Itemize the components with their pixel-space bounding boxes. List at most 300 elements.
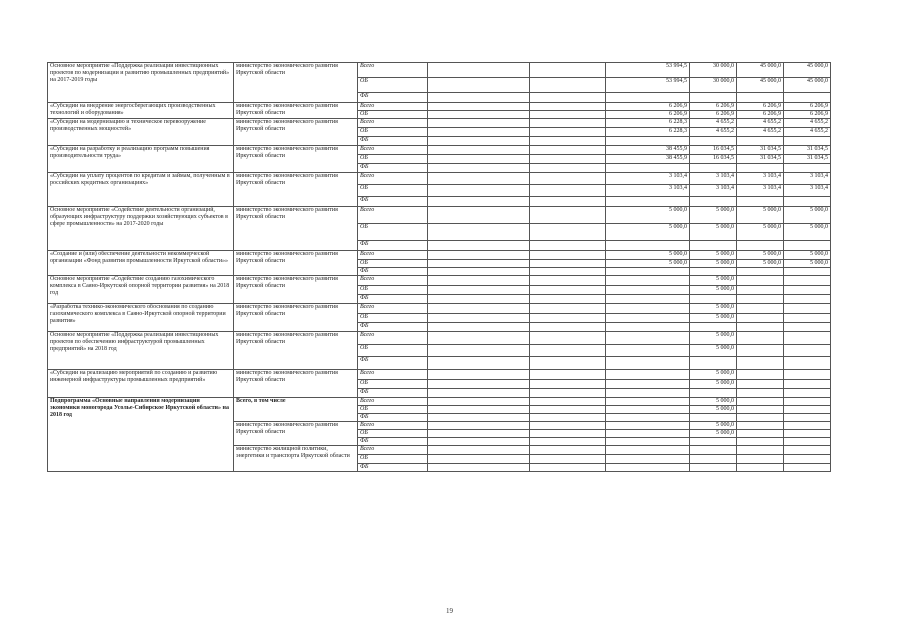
source-label: ОБ	[360, 406, 368, 412]
value-cell	[606, 164, 690, 173]
table-row	[48, 63, 831, 78]
source-label: ОБ	[360, 380, 368, 386]
value-cell: 3 103,4	[784, 185, 831, 197]
value-cell	[690, 455, 737, 464]
value-cell	[606, 345, 690, 357]
value-cell	[428, 438, 530, 446]
value-cell: 3 103,4	[690, 173, 737, 185]
source-cell	[358, 268, 428, 276]
measure-name-cell: «Субсидии на разработку и реализацию программ повышения производительности труда»	[48, 146, 234, 173]
value-cell	[530, 422, 606, 430]
value-cell: 3 103,4	[606, 185, 690, 197]
value-cell	[690, 137, 737, 146]
value-cell: 5 000,0	[690, 398, 737, 406]
source-label: ФБ	[360, 323, 369, 329]
value-cell	[606, 357, 690, 370]
value-cell	[530, 430, 606, 438]
value-cell	[737, 93, 784, 103]
value-cell	[606, 295, 690, 304]
value-cell: 45 000,0	[737, 63, 784, 78]
value-cell	[690, 197, 737, 207]
value-cell	[606, 304, 690, 314]
value-cell	[530, 295, 606, 304]
value-cell	[530, 78, 606, 93]
value-cell	[606, 314, 690, 323]
source-label: ОБ	[360, 155, 368, 161]
value-cell	[530, 137, 606, 146]
value-cell	[530, 345, 606, 357]
value-cell	[428, 414, 530, 422]
value-cell	[530, 438, 606, 446]
source-label: Всего	[360, 173, 375, 179]
value-cell: 5 000,0	[737, 260, 784, 268]
value-cell	[737, 357, 784, 370]
value-cell	[428, 295, 530, 304]
value-cell	[690, 323, 737, 332]
value-cell	[690, 414, 737, 422]
value-cell	[784, 398, 831, 406]
source-cell	[358, 185, 428, 197]
value-cell	[690, 164, 737, 173]
value-cell	[737, 389, 784, 398]
value-cell	[428, 103, 530, 111]
value-cell	[530, 63, 606, 78]
table-row	[48, 146, 831, 155]
page-number: 19	[446, 607, 453, 615]
value-cell	[737, 295, 784, 304]
value-cell: 30 000,0	[690, 63, 737, 78]
value-cell	[606, 464, 690, 472]
value-cell	[737, 137, 784, 146]
value-cell	[737, 164, 784, 173]
source-label: Всего	[360, 119, 375, 125]
value-cell	[784, 304, 831, 314]
value-cell: 5 000,0	[690, 380, 737, 389]
value-cell	[530, 276, 606, 286]
value-cell: 5 000,0	[690, 224, 737, 241]
measure-name-cell: «Субсидии на уплату процентов по кредитам и займам, полученным в российских кредитных организациях»	[48, 173, 234, 207]
value-cell	[737, 197, 784, 207]
measure-name-cell: Основное мероприятие «Поддержка реализации инвестиционных проектов по модернизации и развитию промышленных предприятий» на 2017-2019 годы	[48, 63, 234, 103]
value-cell	[530, 119, 606, 128]
source-cell	[358, 111, 428, 119]
value-cell	[428, 260, 530, 268]
value-cell	[428, 430, 530, 438]
value-cell	[784, 357, 831, 370]
value-cell: 3 103,4	[784, 173, 831, 185]
executor-cell: министерство жилищной политики, энергетики и транспорта Иркутской области	[234, 446, 358, 472]
value-cell: 6 228,3	[606, 128, 690, 137]
source-label: Всего	[360, 146, 375, 152]
table-row	[48, 276, 831, 286]
value-cell	[737, 323, 784, 332]
executor-cell: министерство экономического развития Иркутской области	[234, 370, 358, 398]
source-label: ОБ	[360, 78, 368, 84]
value-cell	[530, 414, 606, 422]
value-cell	[737, 268, 784, 276]
value-cell	[784, 446, 831, 455]
value-cell	[428, 93, 530, 103]
value-cell	[428, 241, 530, 251]
value-cell	[530, 260, 606, 268]
measure-name-cell: «Субсидии на внедрение энергосберегающих производственных технологий и оборудования»	[48, 103, 234, 119]
value-cell	[428, 276, 530, 286]
value-cell	[737, 314, 784, 323]
value-cell	[606, 389, 690, 398]
value-cell	[606, 332, 690, 345]
executor-cell: министерство экономического развития Иркутской области	[234, 103, 358, 119]
value-cell	[784, 314, 831, 323]
source-cell	[358, 345, 428, 357]
executor-cell: министерство экономического развития Иркутской области	[234, 422, 358, 446]
source-cell	[358, 241, 428, 251]
value-cell: 38 455,9	[606, 155, 690, 164]
value-cell	[428, 380, 530, 389]
source-cell	[358, 119, 428, 128]
source-cell	[358, 295, 428, 304]
table-row	[48, 119, 831, 128]
value-cell	[784, 438, 831, 446]
value-cell	[530, 464, 606, 472]
value-cell: 6 206,9	[690, 111, 737, 119]
value-cell	[784, 241, 831, 251]
value-cell	[428, 78, 530, 93]
value-cell	[784, 406, 831, 414]
source-label: ОБ	[360, 224, 368, 230]
table-row	[48, 207, 831, 224]
source-cell	[358, 455, 428, 464]
value-cell	[606, 438, 690, 446]
value-cell	[428, 111, 530, 119]
value-cell	[428, 370, 530, 380]
source-label: ФБ	[360, 414, 369, 420]
measure-name-cell: Основное мероприятие «Содействие деятельности организаций, образующих инфраструктуру поддержки хозяйствующих субъектов в сфере промышленности» на 2017-2020 годы	[48, 207, 234, 251]
value-cell	[737, 438, 784, 446]
source-label: ФБ	[360, 137, 369, 143]
executor-cell: министерство экономического развития Иркутской области	[234, 251, 358, 276]
value-cell: 5 000,0	[737, 207, 784, 224]
source-cell	[358, 197, 428, 207]
value-cell: 4 655,2	[784, 119, 831, 128]
source-label: ОБ	[360, 111, 368, 117]
value-cell	[428, 304, 530, 314]
value-cell	[530, 357, 606, 370]
source-cell	[358, 406, 428, 414]
value-cell	[737, 241, 784, 251]
value-cell: 5 000,0	[690, 430, 737, 438]
source-cell	[358, 251, 428, 260]
value-cell: 5 000,0	[690, 304, 737, 314]
value-cell: 53 994,5	[606, 63, 690, 78]
source-label: ОБ	[360, 455, 368, 461]
value-cell: 5 000,0	[690, 276, 737, 286]
executor-cell: министерство экономического развития Иркутской области	[234, 304, 358, 332]
value-cell: 16 034,5	[690, 155, 737, 164]
value-cell	[784, 455, 831, 464]
value-cell: 5 000,0	[784, 260, 831, 268]
value-cell: 5 000,0	[737, 224, 784, 241]
value-cell	[606, 286, 690, 295]
source-cell	[358, 93, 428, 103]
source-label: ОБ	[360, 314, 368, 320]
source-cell	[358, 464, 428, 472]
value-cell	[428, 406, 530, 414]
value-cell	[737, 380, 784, 389]
value-cell	[530, 155, 606, 164]
value-cell	[530, 173, 606, 185]
value-cell	[606, 398, 690, 406]
source-label: ОБ	[360, 185, 368, 191]
value-cell	[428, 155, 530, 164]
value-cell: 31 034,5	[784, 155, 831, 164]
source-label: ОБ	[360, 128, 368, 134]
value-cell	[428, 314, 530, 323]
source-cell	[358, 430, 428, 438]
value-cell	[690, 241, 737, 251]
value-cell: 5 000,0	[606, 224, 690, 241]
value-cell	[428, 251, 530, 260]
value-cell	[690, 438, 737, 446]
executor-cell: министерство экономического развития Иркутской области	[234, 173, 358, 207]
value-cell	[530, 111, 606, 119]
value-cell	[606, 268, 690, 276]
value-cell: 6 206,9	[606, 111, 690, 119]
value-cell	[428, 63, 530, 78]
value-cell	[784, 380, 831, 389]
value-cell	[784, 332, 831, 345]
value-cell: 5 000,0	[690, 314, 737, 323]
value-cell	[530, 389, 606, 398]
value-cell	[784, 422, 831, 430]
value-cell: 5 000,0	[784, 251, 831, 260]
value-cell	[428, 323, 530, 332]
value-cell	[737, 286, 784, 295]
value-cell	[530, 128, 606, 137]
value-cell	[428, 268, 530, 276]
value-cell: 6 206,9	[690, 103, 737, 111]
source-cell	[358, 103, 428, 111]
value-cell	[530, 197, 606, 207]
value-cell: 5 000,0	[690, 260, 737, 268]
value-cell	[530, 380, 606, 389]
source-label: ОБ	[360, 430, 368, 436]
value-cell	[606, 323, 690, 332]
source-cell	[358, 78, 428, 93]
value-cell	[606, 370, 690, 380]
measure-name-cell: «Субсидии на модернизацию и техническое перевооружение производственных мощностей»	[48, 119, 234, 146]
value-cell	[737, 398, 784, 406]
value-cell	[428, 164, 530, 173]
value-cell: 45 000,0	[784, 63, 831, 78]
value-cell: 31 034,5	[784, 146, 831, 155]
source-label: ФБ	[360, 389, 369, 395]
value-cell	[784, 370, 831, 380]
value-cell: 4 655,2	[737, 128, 784, 137]
value-cell: 4 655,2	[690, 119, 737, 128]
value-cell: 5 000,0	[784, 207, 831, 224]
table-body	[48, 63, 831, 472]
value-cell: 6 206,9	[737, 111, 784, 119]
source-label: ФБ	[360, 164, 369, 170]
source-cell	[358, 304, 428, 314]
executor-cell: министерство экономического развития Иркутской области	[234, 332, 358, 370]
source-cell	[358, 370, 428, 380]
value-cell: 5 000,0	[606, 260, 690, 268]
value-cell	[530, 446, 606, 455]
value-cell: 5 000,0	[606, 207, 690, 224]
source-label: ОБ	[360, 286, 368, 292]
source-label: ФБ	[360, 197, 369, 203]
table-row	[48, 332, 831, 345]
value-cell: 53 994,5	[606, 78, 690, 93]
value-cell	[428, 332, 530, 345]
source-label: Всего	[360, 207, 375, 213]
value-cell	[784, 295, 831, 304]
value-cell	[690, 389, 737, 398]
source-label: ФБ	[360, 241, 369, 247]
value-cell	[428, 224, 530, 241]
value-cell	[428, 446, 530, 455]
value-cell: 5 000,0	[690, 345, 737, 357]
value-cell	[530, 286, 606, 295]
value-cell: 3 103,4	[606, 173, 690, 185]
value-cell: 6 206,9	[737, 103, 784, 111]
value-cell	[606, 137, 690, 146]
source-label: ОБ	[360, 345, 368, 351]
source-cell	[358, 314, 428, 323]
source-cell	[358, 389, 428, 398]
value-cell: 30 000,0	[690, 78, 737, 93]
value-cell	[690, 357, 737, 370]
value-cell: 5 000,0	[784, 224, 831, 241]
value-cell	[606, 197, 690, 207]
value-cell	[784, 430, 831, 438]
source-label: Всего	[360, 103, 375, 109]
source-cell	[358, 128, 428, 137]
value-cell	[530, 93, 606, 103]
source-cell	[358, 260, 428, 268]
value-cell	[784, 286, 831, 295]
value-cell	[784, 93, 831, 103]
value-cell	[737, 406, 784, 414]
value-cell	[606, 455, 690, 464]
source-cell	[358, 155, 428, 164]
value-cell: 45 000,0	[737, 78, 784, 93]
value-cell: 45 000,0	[784, 78, 831, 93]
value-cell	[428, 286, 530, 295]
value-cell	[690, 93, 737, 103]
budget-table	[47, 62, 831, 472]
value-cell: 4 655,2	[737, 119, 784, 128]
measure-name-cell: «Субсидии на реализацию мероприятий по созданию и развитию инженерной инфраструктуры промышленных предприятий»	[48, 370, 234, 398]
value-cell	[428, 398, 530, 406]
source-cell	[358, 173, 428, 185]
source-label: Всего	[360, 446, 375, 452]
value-cell	[530, 241, 606, 251]
value-cell	[606, 276, 690, 286]
source-label: ФБ	[360, 464, 369, 470]
value-cell	[606, 241, 690, 251]
value-cell	[737, 414, 784, 422]
value-cell	[737, 455, 784, 464]
measure-name-cell: Основное мероприятие «Содействие созданию газохимического комплекса в Саяно-Иркутской опорной территории развития» на 2018 год	[48, 276, 234, 304]
value-cell	[530, 370, 606, 380]
value-cell	[530, 304, 606, 314]
value-cell	[606, 414, 690, 422]
measure-name-cell: «Создание и (или) обеспечение деятельности некоммерческой организации «Фонд развития промышленности Иркутской области»»	[48, 251, 234, 276]
value-cell	[530, 406, 606, 414]
value-cell	[737, 430, 784, 438]
value-cell	[690, 295, 737, 304]
table-row	[48, 173, 831, 185]
table-row	[48, 398, 831, 406]
value-cell	[737, 345, 784, 357]
source-label: Всего	[360, 251, 375, 257]
value-cell	[530, 103, 606, 111]
value-cell: 5 000,0	[690, 251, 737, 260]
value-cell	[737, 276, 784, 286]
value-cell	[428, 389, 530, 398]
value-cell: 4 655,2	[784, 128, 831, 137]
value-cell	[530, 398, 606, 406]
value-cell	[784, 389, 831, 398]
value-cell	[428, 173, 530, 185]
value-cell: 6 206,9	[784, 111, 831, 119]
source-cell	[358, 380, 428, 389]
source-label: Всего	[360, 63, 375, 69]
value-cell	[428, 185, 530, 197]
value-cell	[428, 357, 530, 370]
value-cell	[737, 422, 784, 430]
value-cell	[530, 251, 606, 260]
value-cell: 6 206,9	[784, 103, 831, 111]
executor-cell: министерство экономического развития Иркутской области	[234, 146, 358, 173]
value-cell	[606, 430, 690, 438]
value-cell	[784, 345, 831, 357]
source-label: Всего	[360, 304, 375, 310]
value-cell	[737, 370, 784, 380]
value-cell	[784, 323, 831, 332]
value-cell: 31 034,5	[737, 155, 784, 164]
source-cell	[358, 63, 428, 78]
table-row	[48, 370, 831, 380]
source-cell	[358, 438, 428, 446]
measure-name-cell: «Разработка технико-экономического обоснования по созданию газохимического комплекса в Саяно-Иркутской опорной территории развития»	[48, 304, 234, 332]
source-cell	[358, 276, 428, 286]
source-cell	[358, 164, 428, 173]
value-cell	[530, 332, 606, 345]
source-cell	[358, 137, 428, 146]
source-cell	[358, 207, 428, 224]
value-cell	[530, 146, 606, 155]
value-cell	[428, 207, 530, 224]
value-cell	[428, 119, 530, 128]
executor-cell: министерство экономического развития Иркутской области	[234, 276, 358, 304]
value-cell: 16 034,5	[690, 146, 737, 155]
source-label: ФБ	[360, 357, 369, 363]
source-cell	[358, 398, 428, 406]
source-cell	[358, 357, 428, 370]
value-cell	[530, 455, 606, 464]
value-cell: 5 000,0	[690, 207, 737, 224]
value-cell: 5 000,0	[606, 251, 690, 260]
value-cell	[428, 422, 530, 430]
value-cell	[606, 406, 690, 414]
value-cell	[784, 268, 831, 276]
value-cell: 6 206,9	[606, 103, 690, 111]
value-cell: 31 034,5	[737, 146, 784, 155]
value-cell: 5 000,0	[690, 406, 737, 414]
